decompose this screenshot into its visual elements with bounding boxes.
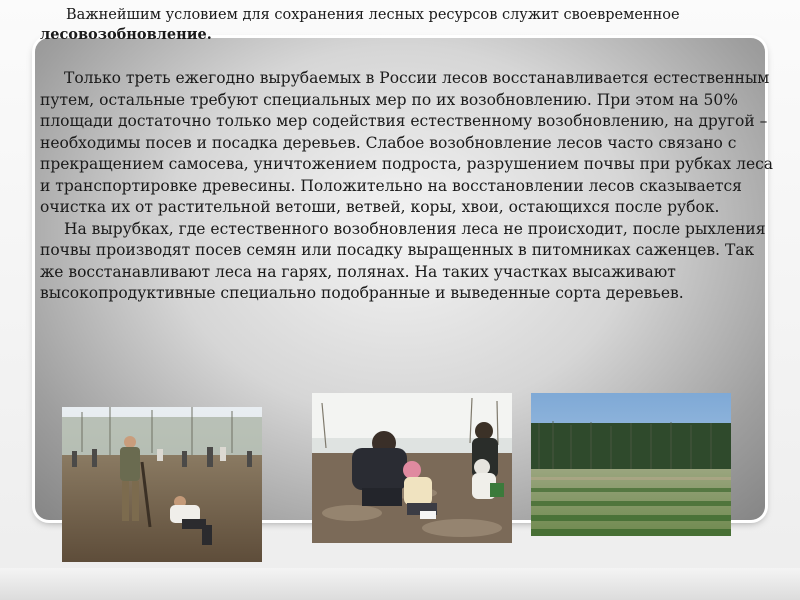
intro-paragraph [40,5,770,45]
planting-group-photo [62,407,262,562]
paragraph-1 [40,68,775,219]
paragraph-1-text: Только треть ежегодно вырубаемых в России лесов восстанавливается естественным путем, остальные требуют специальных мер по их возобновлению. При этом на 50% площади достаточно только мер содействия естественному возобновлению, на другой – необходимы посев и посадка деревьев. Слабое возобновление лесов часто связано с прекращением самосева, уничтожением подроста, разрушением почвы при рубках леса и транспортировке древесины. Положительно на восстановлении лесов сказывается очистка их от растительной ветоши, ветвей, коры, хвои, остающихся после рубок. [40,69,774,216]
forest-nursery-photo [531,393,731,536]
planting-seedlings-photo [312,393,512,543]
intro-lead-text: Важнейшим условием для сохранения лесных ресурсов служит своевременное [66,7,680,23]
slide-bottom-band [0,568,800,600]
body-text [40,68,775,305]
paragraph-2 [40,219,775,305]
paragraph-2-text: На вырубках, где естественного возобновления леса не происходит, после рыхления почвы производят посев семян или посадку выращенных в питомниках саженцев. Так же восстанавливают леса на гарях, полянах. На таких участках высаживают высокопродуктивные специально подобранные и выведенные сорта деревьев. [40,219,766,302]
intro-bold-term: лесовозобновление. [40,26,212,43]
